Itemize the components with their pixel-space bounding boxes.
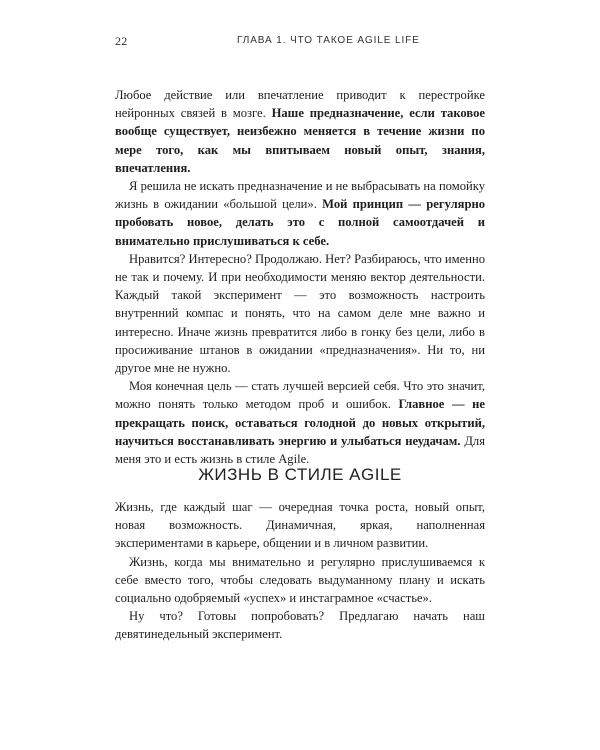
paragraph-4-text: Моя конечная цель — стать лучшей версией себя. Что это значит, можно понять только методом проб и ошибок. <box>115 379 485 412</box>
paragraph-2-text: Я решила не искать предназначение и не выбрасывать на помойку жизнь в ожидании «большой цели». <box>115 179 485 212</box>
running-title: ГЛАВА 1. ЧТО ТАКОЕ AGILE LIFE <box>237 35 420 46</box>
paragraph-2-bold-text: Мой принцип — регулярно пробовать новое, делать это с полной самоотдачей и внимательно прислушиваться к себе. <box>115 197 486 248</box>
paragraph-2 <box>115 177 485 250</box>
section-heading: ЖИЗНЬ В СТИЛЕ AGILE <box>198 465 402 484</box>
paragraph-3-text: Нравится? Интересно? Продолжаю. Нет? Разбираюсь, что именно не так и почему. И при необходимости меняю вектор деятельности. Каждый такой эксперимент — это возможность настроить внутренний компас и понять, что на самом деле мне важно и интересно. Иначе жизнь превратится либо в гонку без цели, либо в просиживание штанов в ожидании «предназначения». Ни то, ни другое мне не нужно. <box>115 251 485 376</box>
section-2-paragraph-1-text: Жизнь, где каждый шаг — очередная точка роста, новый опыт, новая возможность. Динамичная, яркая, наполненная экспериментами в карьере, общении и в личном развитии. <box>115 500 485 551</box>
section-2-paragraph-2 <box>115 553 485 608</box>
paragraph-1 <box>115 86 485 177</box>
section-2-paragraph-3-text: Ну что? Готовы попробовать? Предлагаю начать наш девятинедельный эксперимент. <box>115 609 485 642</box>
page-number: 22 <box>115 34 128 48</box>
paragraph-3 <box>115 250 485 377</box>
paragraph-4 <box>115 377 485 468</box>
paragraph-1-text: Любое действие или впечатление приводит к перестройке нейронных связей в мозге. <box>115 88 485 121</box>
section-2-paragraph-3 <box>115 607 485 643</box>
section-2-paragraph-1 <box>115 498 485 553</box>
paragraph-1-bold-text: Наше предназначение, если таковое вообще существует, неизбежно меняется в течение жизни по мере того, как мы впитываем новый опыт, знания, впечатления. <box>115 106 486 175</box>
agile-life-section <box>115 498 485 644</box>
section-2-paragraph-2-text: Жизнь, когда мы внимательно и регулярно прислушиваемся к себе вместо того, чтобы следовать выдуманному плану и искать социально одобряемый «успех» и инстаграмное «счастье». <box>115 554 485 606</box>
page-header <box>115 34 492 50</box>
paragraph-4-ending-text: Для меня это и есть жизнь в стиле Agile. <box>115 433 485 467</box>
main-text-section <box>115 86 485 468</box>
paragraph-4-bold-text: Главное — не прекращать поиск, оставаться голодной до новых открытий, научиться восстанавливать энергию и улыбаться неудачам. <box>115 397 485 448</box>
